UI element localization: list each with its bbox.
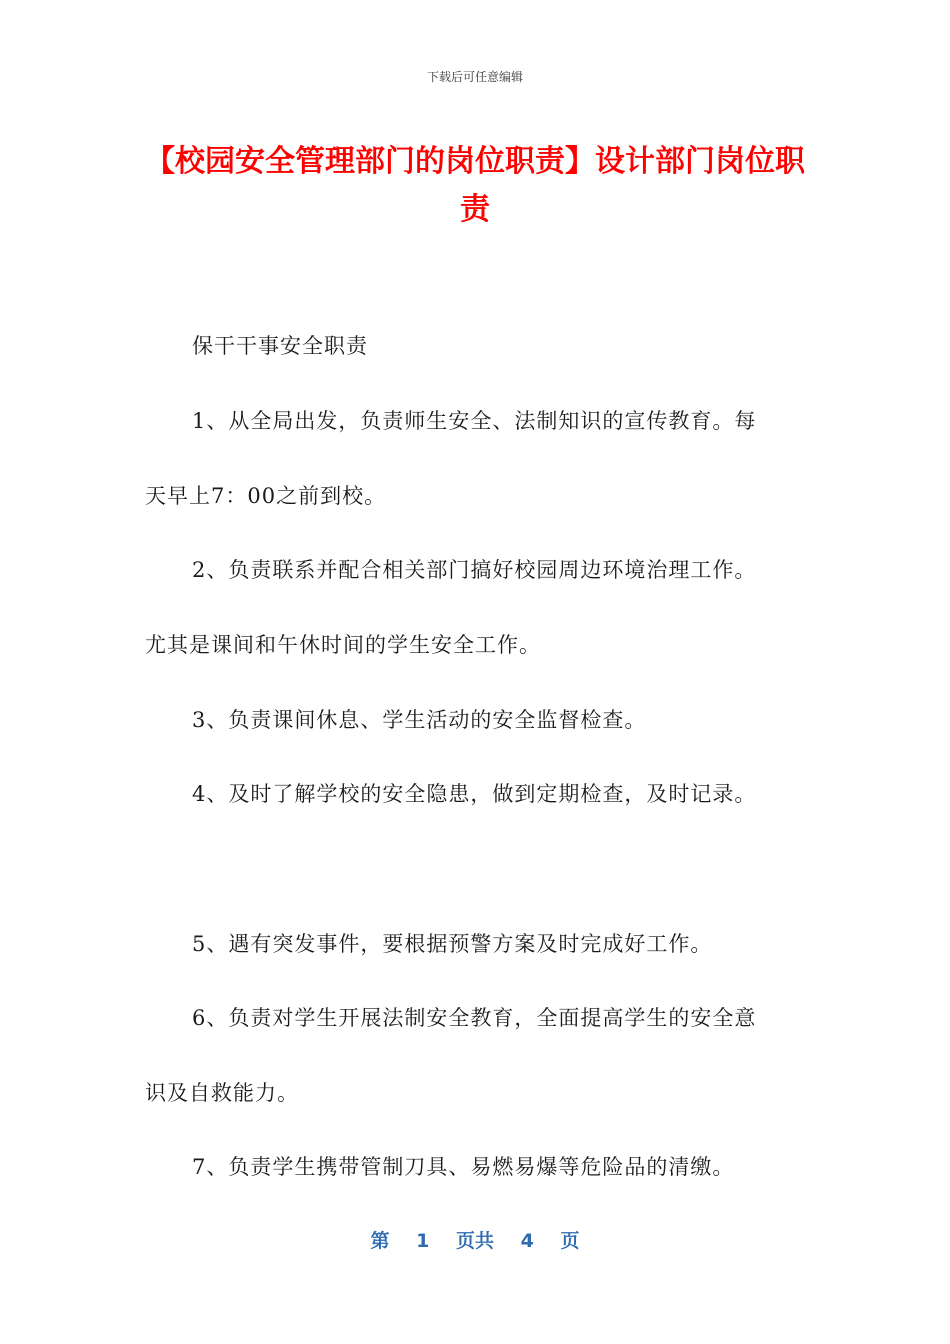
paragraph-line: 天早上7：00之前到校。 [145,484,387,508]
paragraph-line: 识及自救能力。 [145,1081,299,1105]
footer-prefix: 第 [370,1230,390,1252]
header-note: 下载后可任意编辑 [426,70,523,84]
paragraph-line: 4、及时了解学校的安全隐患，做到定期检查，及时记录。 [192,782,757,806]
paragraph-line: 尤其是课间和午休时间的学生安全工作。 [145,633,541,657]
paragraph-line: 1、从全局出发，负责师生安全、法制知识的宣传教育。每 [192,409,757,433]
document-title: 【校园安全管理部门的岗位职责】设计部门岗位职责 [145,144,805,227]
footer-suffix: 页 [560,1230,580,1252]
page-footer [0,1226,950,1253]
footer-total-pages: 4 [520,1230,534,1252]
paragraph-line: 5、遇有突发事件，要根据预警方案及时完成好工作。 [192,932,713,956]
section-heading: 保干干事安全职责 [192,334,368,358]
footer-current-page: 1 [416,1230,430,1252]
paragraph-line: 7、负责学生携带管制刀具、易燃易爆等危险品的清缴。 [192,1155,735,1179]
paragraph-line: 3、负责课间休息、学生活动的安全监督检查。 [192,708,647,732]
paragraph-line: 6、负责对学生开展法制安全教育，全面提高学生的安全意 [192,1006,757,1030]
footer-middle: 页共 [455,1230,494,1252]
paragraph-line: 2、负责联系并配合相关部门搞好校园周边环境治理工作。 [192,558,757,582]
